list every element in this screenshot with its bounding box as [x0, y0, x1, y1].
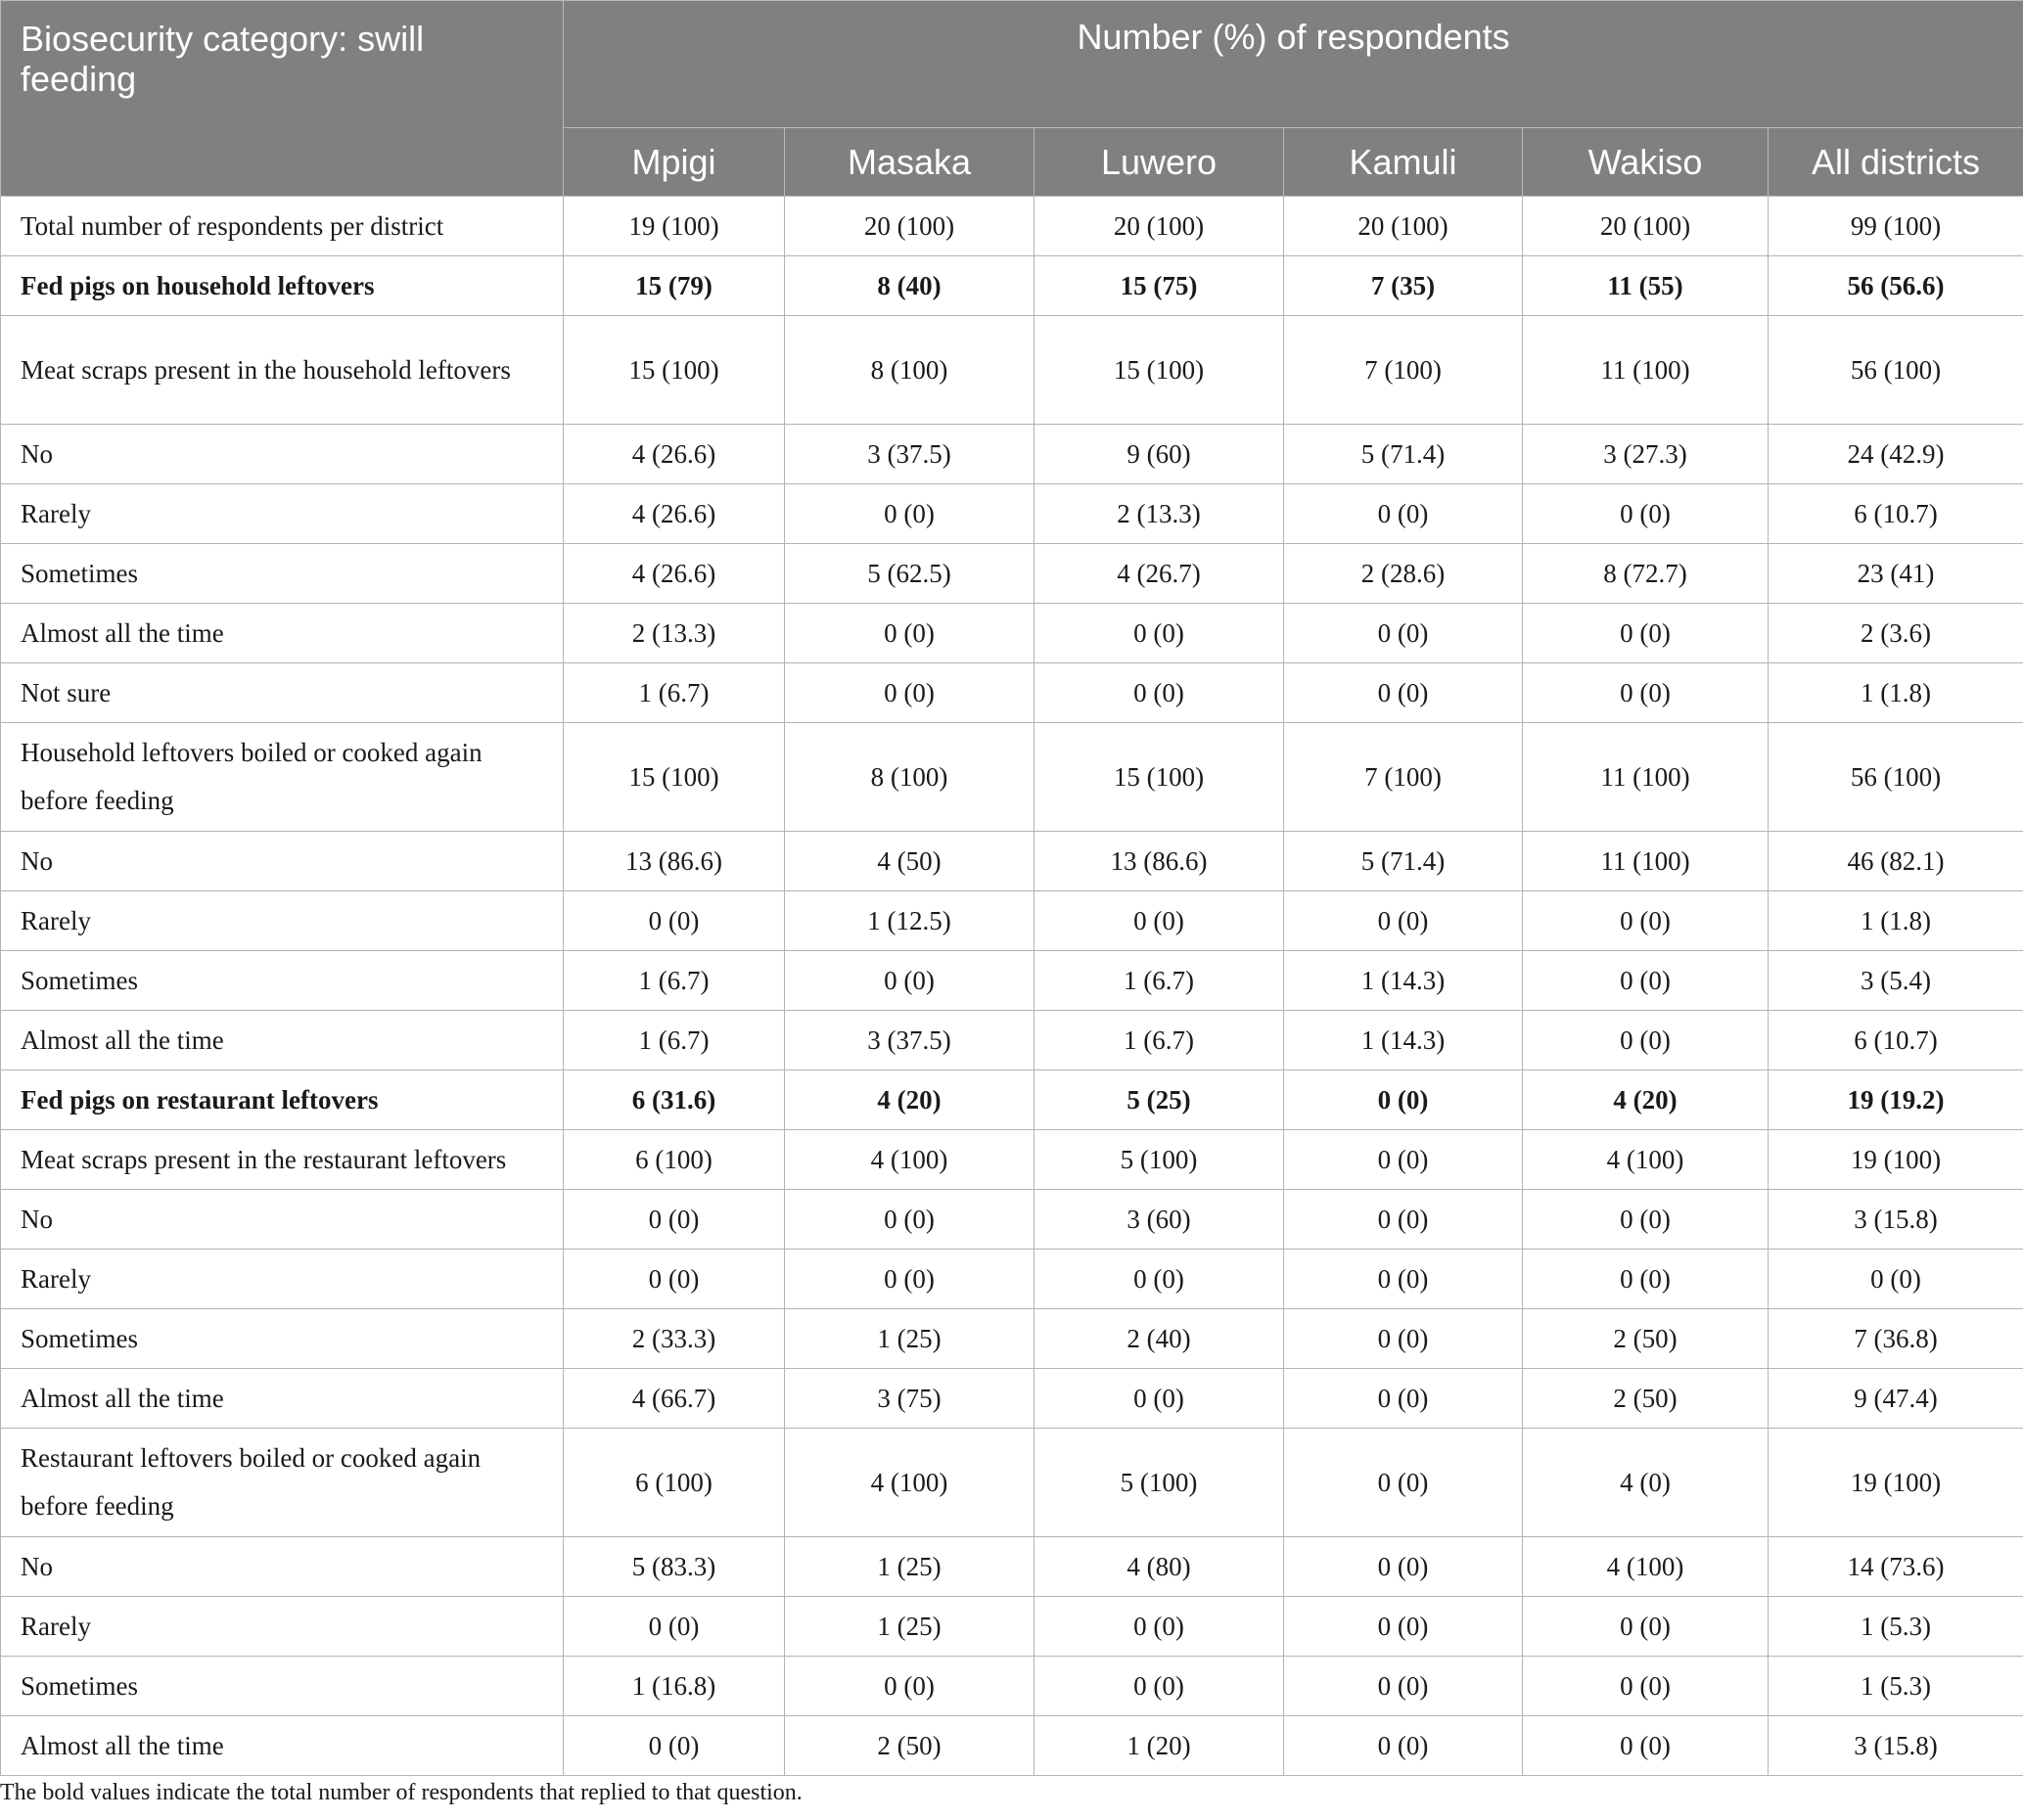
- cell-luwero: 0 (0): [1034, 891, 1284, 951]
- cell-wakiso: 0 (0): [1523, 891, 1769, 951]
- cell-luwero: 15 (100): [1034, 723, 1284, 832]
- cell-wakiso: 3 (27.3): [1523, 425, 1769, 484]
- cell-all-districts: 9 (47.4): [1769, 1369, 2023, 1429]
- cell-all-districts: 2 (3.6): [1769, 604, 2023, 663]
- column-header-luwero: Luwero: [1034, 128, 1284, 197]
- cell-luwero: 4 (80): [1034, 1537, 1284, 1597]
- cell-wakiso: 0 (0): [1523, 484, 1769, 544]
- table-row: [1, 1070, 2023, 1130]
- row-label: Household leftovers boiled or cooked again before feeding: [1, 723, 564, 832]
- cell-masaka: 0 (0): [785, 951, 1034, 1011]
- column-header-masaka: Masaka: [785, 128, 1034, 197]
- cell-all-districts: 3 (5.4): [1769, 951, 2023, 1011]
- cell-masaka: 0 (0): [785, 1190, 1034, 1250]
- cell-all-districts: 19 (100): [1769, 1429, 2023, 1537]
- cell-mpigi: 15 (100): [564, 723, 785, 832]
- cell-luwero: 5 (25): [1034, 1070, 1284, 1130]
- row-label: Not sure: [1, 663, 564, 723]
- row-label: Fed pigs on household leftovers: [1, 256, 564, 316]
- cell-all-districts: 3 (15.8): [1769, 1716, 2023, 1776]
- cell-kamuli: 1 (14.3): [1284, 951, 1523, 1011]
- table-row: [1, 1309, 2023, 1369]
- table-row: [1, 1250, 2023, 1309]
- cell-kamuli: 0 (0): [1284, 891, 1523, 951]
- cell-wakiso: 4 (20): [1523, 1070, 1769, 1130]
- cell-mpigi: 0 (0): [564, 891, 785, 951]
- cell-wakiso: 11 (100): [1523, 316, 1769, 425]
- cell-masaka: 8 (100): [785, 723, 1034, 832]
- row-label: No: [1, 832, 564, 891]
- cell-kamuli: 0 (0): [1284, 1657, 1523, 1716]
- cell-mpigi: 6 (31.6): [564, 1070, 785, 1130]
- cell-luwero: 2 (40): [1034, 1309, 1284, 1369]
- row-label: Total number of respondents per district: [1, 197, 564, 256]
- cell-masaka: 1 (12.5): [785, 891, 1034, 951]
- row-label: Sometimes: [1, 1309, 564, 1369]
- cell-masaka: 0 (0): [785, 484, 1034, 544]
- cell-mpigi: 5 (83.3): [564, 1537, 785, 1597]
- cell-mpigi: 0 (0): [564, 1716, 785, 1776]
- group-header: Number (%) of respondents: [564, 1, 2023, 128]
- cell-luwero: 5 (100): [1034, 1429, 1284, 1537]
- cell-all-districts: 56 (100): [1769, 316, 2023, 425]
- cell-luwero: 4 (26.7): [1034, 544, 1284, 604]
- row-label: No: [1, 1537, 564, 1597]
- cell-kamuli: 0 (0): [1284, 604, 1523, 663]
- cell-all-districts: 1 (5.3): [1769, 1597, 2023, 1657]
- table-row: [1, 1429, 2023, 1537]
- row-label: Rarely: [1, 1597, 564, 1657]
- row-label: Rarely: [1, 891, 564, 951]
- cell-all-districts: 23 (41): [1769, 544, 2023, 604]
- cell-all-districts: 19 (19.2): [1769, 1070, 2023, 1130]
- cell-wakiso: 20 (100): [1523, 197, 1769, 256]
- cell-kamuli: 0 (0): [1284, 1716, 1523, 1776]
- cell-all-districts: 56 (100): [1769, 723, 2023, 832]
- cell-all-districts: 1 (1.8): [1769, 663, 2023, 723]
- cell-all-districts: 56 (56.6): [1769, 256, 2023, 316]
- cell-mpigi: 6 (100): [564, 1130, 785, 1190]
- cell-kamuli: 0 (0): [1284, 1070, 1523, 1130]
- row-label: Sometimes: [1, 1657, 564, 1716]
- table-row: [1, 197, 2023, 256]
- table-row: [1, 1369, 2023, 1429]
- cell-mpigi: 2 (13.3): [564, 604, 785, 663]
- row-label: Sometimes: [1, 544, 564, 604]
- column-header-all-districts: All districts: [1769, 128, 2023, 197]
- cell-all-districts: 14 (73.6): [1769, 1537, 2023, 1597]
- cell-masaka: 1 (25): [785, 1597, 1034, 1657]
- table-row: [1, 544, 2023, 604]
- cell-wakiso: 11 (100): [1523, 723, 1769, 832]
- cell-masaka: 5 (62.5): [785, 544, 1034, 604]
- cell-all-districts: 6 (10.7): [1769, 1011, 2023, 1070]
- cell-kamuli: 0 (0): [1284, 1250, 1523, 1309]
- row-label: Meat scraps present in the restaurant leftovers: [1, 1130, 564, 1190]
- cell-wakiso: 0 (0): [1523, 951, 1769, 1011]
- table-row: [1, 1597, 2023, 1657]
- table-row: [1, 1130, 2023, 1190]
- row-label: No: [1, 1190, 564, 1250]
- cell-mpigi: 4 (26.6): [564, 425, 785, 484]
- cell-masaka: 2 (50): [785, 1716, 1034, 1776]
- cell-luwero: 0 (0): [1034, 1250, 1284, 1309]
- cell-masaka: 3 (37.5): [785, 1011, 1034, 1070]
- cell-mpigi: 0 (0): [564, 1250, 785, 1309]
- row-label: Almost all the time: [1, 604, 564, 663]
- cell-all-districts: 1 (5.3): [1769, 1657, 2023, 1716]
- cell-mpigi: 1 (6.7): [564, 1011, 785, 1070]
- cell-masaka: 8 (100): [785, 316, 1034, 425]
- cell-masaka: 3 (37.5): [785, 425, 1034, 484]
- cell-all-districts: 1 (1.8): [1769, 891, 2023, 951]
- cell-wakiso: 0 (0): [1523, 1716, 1769, 1776]
- cell-all-districts: 6 (10.7): [1769, 484, 2023, 544]
- table-row: [1, 1011, 2023, 1070]
- cell-mpigi: 19 (100): [564, 197, 785, 256]
- cell-luwero: 0 (0): [1034, 1597, 1284, 1657]
- row-label: Rarely: [1, 484, 564, 544]
- cell-masaka: 0 (0): [785, 1657, 1034, 1716]
- cell-masaka: 3 (75): [785, 1369, 1034, 1429]
- cell-kamuli: 7 (100): [1284, 316, 1523, 425]
- cell-wakiso: 8 (72.7): [1523, 544, 1769, 604]
- table-row: [1, 891, 2023, 951]
- cell-masaka: 8 (40): [785, 256, 1034, 316]
- table-row: [1, 484, 2023, 544]
- cell-wakiso: 4 (0): [1523, 1429, 1769, 1537]
- cell-luwero: 0 (0): [1034, 1657, 1284, 1716]
- cell-mpigi: 6 (100): [564, 1429, 785, 1537]
- cell-luwero: 15 (75): [1034, 256, 1284, 316]
- table-row: [1, 604, 2023, 663]
- cell-luwero: 1 (20): [1034, 1716, 1284, 1776]
- cell-all-districts: 99 (100): [1769, 197, 2023, 256]
- cell-kamuli: 7 (100): [1284, 723, 1523, 832]
- row-label: Almost all the time: [1, 1716, 564, 1776]
- cell-wakiso: 0 (0): [1523, 1190, 1769, 1250]
- cell-mpigi: 0 (0): [564, 1597, 785, 1657]
- table-row: [1, 1716, 2023, 1776]
- row-label: No: [1, 425, 564, 484]
- cell-wakiso: 0 (0): [1523, 1597, 1769, 1657]
- cell-masaka: 20 (100): [785, 197, 1034, 256]
- cell-masaka: 1 (25): [785, 1309, 1034, 1369]
- cell-kamuli: 5 (71.4): [1284, 832, 1523, 891]
- cell-all-districts: 0 (0): [1769, 1250, 2023, 1309]
- cell-luwero: 13 (86.6): [1034, 832, 1284, 891]
- row-label: Sometimes: [1, 951, 564, 1011]
- cell-luwero: 0 (0): [1034, 604, 1284, 663]
- row-label: Restaurant leftovers boiled or cooked again before feeding: [1, 1429, 564, 1537]
- table-row: [1, 1537, 2023, 1597]
- cell-wakiso: 0 (0): [1523, 1657, 1769, 1716]
- cell-mpigi: 15 (79): [564, 256, 785, 316]
- row-label: Rarely: [1, 1250, 564, 1309]
- cell-luwero: 9 (60): [1034, 425, 1284, 484]
- row-label: Almost all the time: [1, 1011, 564, 1070]
- cell-kamuli: 0 (0): [1284, 484, 1523, 544]
- cell-kamuli: 0 (0): [1284, 1537, 1523, 1597]
- cell-kamuli: 0 (0): [1284, 1369, 1523, 1429]
- cell-kamuli: 0 (0): [1284, 1309, 1523, 1369]
- cell-masaka: 0 (0): [785, 1250, 1034, 1309]
- row-label: Meat scraps present in the household leftovers: [1, 316, 564, 425]
- cell-wakiso: 4 (100): [1523, 1130, 1769, 1190]
- cell-mpigi: 15 (100): [564, 316, 785, 425]
- cell-masaka: 4 (100): [785, 1130, 1034, 1190]
- cell-luwero: 3 (60): [1034, 1190, 1284, 1250]
- table-footnote: The bold values indicate the total number of respondents that replied to that question.: [0, 1780, 803, 1805]
- cell-wakiso: 0 (0): [1523, 663, 1769, 723]
- cell-mpigi: 2 (33.3): [564, 1309, 785, 1369]
- cell-masaka: 1 (25): [785, 1537, 1034, 1597]
- table-row: [1, 1190, 2023, 1250]
- cell-mpigi: 1 (6.7): [564, 951, 785, 1011]
- cell-wakiso: 2 (50): [1523, 1309, 1769, 1369]
- cell-luwero: 0 (0): [1034, 1369, 1284, 1429]
- cell-luwero: 2 (13.3): [1034, 484, 1284, 544]
- cell-masaka: 4 (50): [785, 832, 1034, 891]
- cell-kamuli: 0 (0): [1284, 1429, 1523, 1537]
- cell-luwero: 15 (100): [1034, 316, 1284, 425]
- cell-luwero: 20 (100): [1034, 197, 1284, 256]
- cell-masaka: 0 (0): [785, 663, 1034, 723]
- cell-kamuli: 20 (100): [1284, 197, 1523, 256]
- table-row: [1, 1657, 2023, 1716]
- category-header: Biosecurity category: swill feeding: [1, 1, 564, 197]
- cell-mpigi: 1 (16.8): [564, 1657, 785, 1716]
- table-row: [1, 256, 2023, 316]
- cell-mpigi: 1 (6.7): [564, 663, 785, 723]
- cell-kamuli: 0 (0): [1284, 663, 1523, 723]
- cell-wakiso: 2 (50): [1523, 1369, 1769, 1429]
- row-label: Fed pigs on restaurant leftovers: [1, 1070, 564, 1130]
- cell-luwero: 5 (100): [1034, 1130, 1284, 1190]
- cell-wakiso: 11 (100): [1523, 832, 1769, 891]
- cell-all-districts: 24 (42.9): [1769, 425, 2023, 484]
- cell-mpigi: 4 (26.6): [564, 484, 785, 544]
- table-row: [1, 425, 2023, 484]
- cell-kamuli: 2 (28.6): [1284, 544, 1523, 604]
- cell-mpigi: 13 (86.6): [564, 832, 785, 891]
- cell-wakiso: 4 (100): [1523, 1537, 1769, 1597]
- column-header-mpigi: Mpigi: [564, 128, 785, 197]
- cell-wakiso: 0 (0): [1523, 604, 1769, 663]
- cell-kamuli: 1 (14.3): [1284, 1011, 1523, 1070]
- table-row: [1, 723, 2023, 832]
- table-row: [1, 663, 2023, 723]
- cell-mpigi: 0 (0): [564, 1190, 785, 1250]
- cell-all-districts: 7 (36.8): [1769, 1309, 2023, 1369]
- cell-all-districts: 19 (100): [1769, 1130, 2023, 1190]
- cell-mpigi: 4 (26.6): [564, 544, 785, 604]
- cell-kamuli: 0 (0): [1284, 1190, 1523, 1250]
- column-header-wakiso: Wakiso: [1523, 128, 1769, 197]
- table-row: [1, 832, 2023, 891]
- cell-wakiso: 0 (0): [1523, 1250, 1769, 1309]
- cell-masaka: 0 (0): [785, 604, 1034, 663]
- cell-all-districts: 3 (15.8): [1769, 1190, 2023, 1250]
- cell-masaka: 4 (100): [785, 1429, 1034, 1537]
- cell-wakiso: 11 (55): [1523, 256, 1769, 316]
- cell-masaka: 4 (20): [785, 1070, 1034, 1130]
- cell-wakiso: 0 (0): [1523, 1011, 1769, 1070]
- cell-luwero: 1 (6.7): [1034, 1011, 1284, 1070]
- cell-kamuli: 5 (71.4): [1284, 425, 1523, 484]
- cell-kamuli: 0 (0): [1284, 1130, 1523, 1190]
- row-label: Almost all the time: [1, 1369, 564, 1429]
- table-row: [1, 951, 2023, 1011]
- cell-kamuli: 0 (0): [1284, 1597, 1523, 1657]
- cell-all-districts: 46 (82.1): [1769, 832, 2023, 891]
- cell-kamuli: 7 (35): [1284, 256, 1523, 316]
- cell-mpigi: 4 (66.7): [564, 1369, 785, 1429]
- column-header-kamuli: Kamuli: [1284, 128, 1523, 197]
- cell-luwero: 0 (0): [1034, 663, 1284, 723]
- table-row: [1, 316, 2023, 425]
- cell-luwero: 1 (6.7): [1034, 951, 1284, 1011]
